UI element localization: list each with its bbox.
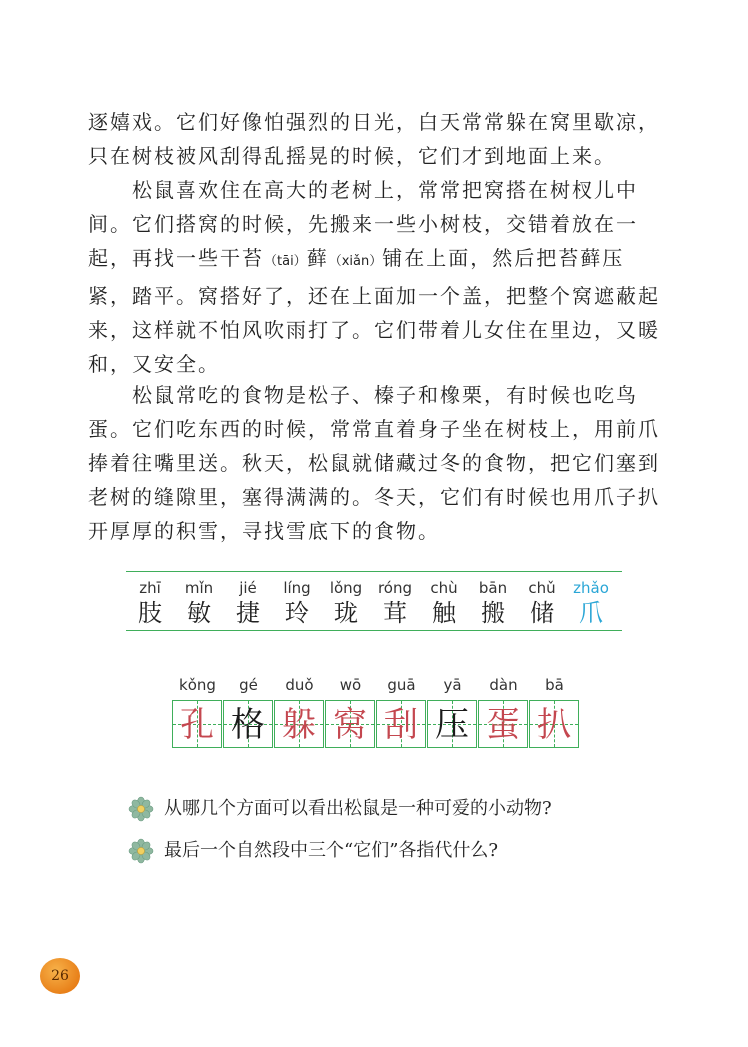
grid-pinyin: wō [339, 676, 362, 694]
text-line: 开厚厚的积雪，寻找雪底下的食物。 [88, 519, 440, 543]
question-1 [128, 796, 552, 822]
text-line: 间。它们搭窝的时候，先搬来一些小树枝，交错着放在一 [88, 212, 638, 236]
grid-pinyin: yā [443, 676, 462, 694]
vocab-character: 捷 [236, 599, 260, 627]
grid-pinyin: bā [545, 676, 564, 694]
text-line: 老树的缝隙里，塞得满满的。冬天，它们有时候也用爪子扒 [88, 485, 660, 509]
text-line: 蛋。它们吃东西的时候，常常直着身子坐在树枝上，用前爪 [88, 417, 660, 441]
vocab-character: 玲 [285, 599, 309, 627]
grid-box [376, 700, 426, 748]
grid-pinyin: gé [239, 676, 258, 694]
grid-box [325, 700, 375, 748]
vocab-character: 爪 [579, 599, 603, 627]
text-line: 逐嬉戏。它们好像怕强烈的日光，白天常常躲在窝里歇凉， [88, 110, 660, 134]
text-line: 松鼠常吃的食物是松子、榛子和橡栗，有时候也吃鸟 [132, 383, 638, 407]
vocab-pinyin: bān [478, 579, 508, 597]
grid-character: 扒 [537, 705, 571, 745]
vocab-pinyin: mǐn [184, 579, 214, 597]
vocab-character: 搬 [481, 599, 505, 627]
paragraph-3 [88, 378, 660, 548]
text-segment: 起，再找一些干苔 [88, 246, 264, 270]
grid-character: 孔 [180, 705, 214, 745]
pinyin-annotation: （xiǎn） [328, 254, 383, 269]
text-line: 只在树枝被风刮得乱摇晃的时候，它们才到地面上来。 [88, 144, 616, 168]
vocab-item [424, 578, 464, 628]
grid-box [529, 700, 579, 748]
vocab-item [277, 578, 317, 628]
grid-character: 格 [231, 705, 265, 745]
vocab-character: 储 [530, 599, 554, 627]
grid-pinyin: kǒng [179, 676, 216, 694]
vocab-character: 茸 [383, 599, 407, 627]
grid-box [172, 700, 222, 748]
vocab-character: 肢 [138, 599, 162, 627]
grid-character: 窝 [333, 705, 367, 745]
paragraph-1 [88, 105, 660, 173]
grid-pinyin: guā [387, 676, 416, 694]
grid-box [478, 700, 528, 748]
grid-character: 蛋 [486, 705, 520, 745]
vocab-pinyin: zhī [139, 579, 161, 597]
vocab-character: 触 [432, 599, 456, 627]
vocab-item [179, 578, 219, 628]
vocab-item [326, 578, 366, 628]
vocab-pinyin: líng [283, 579, 311, 597]
text-line-with-pinyin [88, 241, 660, 279]
question-text: 从哪几个方面可以看出松鼠是一种可爱的小动物? [164, 798, 552, 819]
text-line: 和，又安全。 [88, 352, 220, 376]
vocab-item [375, 578, 415, 628]
vocab-character: 敏 [187, 599, 211, 627]
grid-box [223, 700, 273, 748]
text-segment: 铺在上面，然后把苔藓压 [382, 246, 625, 270]
vocabulary-read-box [126, 571, 622, 631]
text-line: 捧着往嘴里送。秋天，松鼠就储藏过冬的食物，把它们塞到 [88, 451, 660, 475]
vocab-item [228, 578, 268, 628]
grid-pinyin: duǒ [285, 676, 314, 694]
grid-box [427, 700, 477, 748]
page-number: 26 [40, 958, 80, 994]
vocab-pinyin: chù [430, 579, 458, 597]
grid-character: 压 [435, 705, 469, 745]
flower-icon [128, 796, 154, 822]
grid-pinyin: dàn [489, 676, 518, 694]
vocab-pinyin: jié [239, 579, 257, 597]
grid-character: 刮 [384, 705, 418, 745]
vocab-pinyin: zhǎo [573, 579, 609, 597]
vocab-pinyin: chǔ [528, 579, 556, 597]
vocab-pinyin: róng [377, 579, 413, 597]
text-segment: 藓 [306, 246, 329, 270]
pinyin-annotation: （tāi） [264, 254, 307, 269]
question-2 [128, 838, 498, 864]
vocab-item [473, 578, 513, 628]
vocab-item [522, 578, 562, 628]
vocab-item [130, 578, 170, 628]
vocab-pinyin: lǒng [329, 579, 363, 597]
text-line: 松鼠喜欢住在高大的老树上，常常把窝搭在树杈儿中 [132, 178, 638, 202]
grid-box [274, 700, 324, 748]
text-line: 来，这样就不怕风吹雨打了。它们带着儿女住在里边，又暖 [88, 318, 660, 342]
vocab-item-highlighted [571, 578, 611, 628]
question-text: 最后一个自然段中三个“它们”各指代什么? [164, 840, 499, 861]
text-line: 紧，踏平。窝搭好了，还在上面加一个盖，把整个窝遮蔽起 [88, 284, 660, 308]
paragraph-2 [88, 173, 660, 381]
flower-icon [128, 838, 154, 864]
grid-character: 躲 [282, 705, 316, 745]
vocab-character: 珑 [334, 599, 358, 627]
